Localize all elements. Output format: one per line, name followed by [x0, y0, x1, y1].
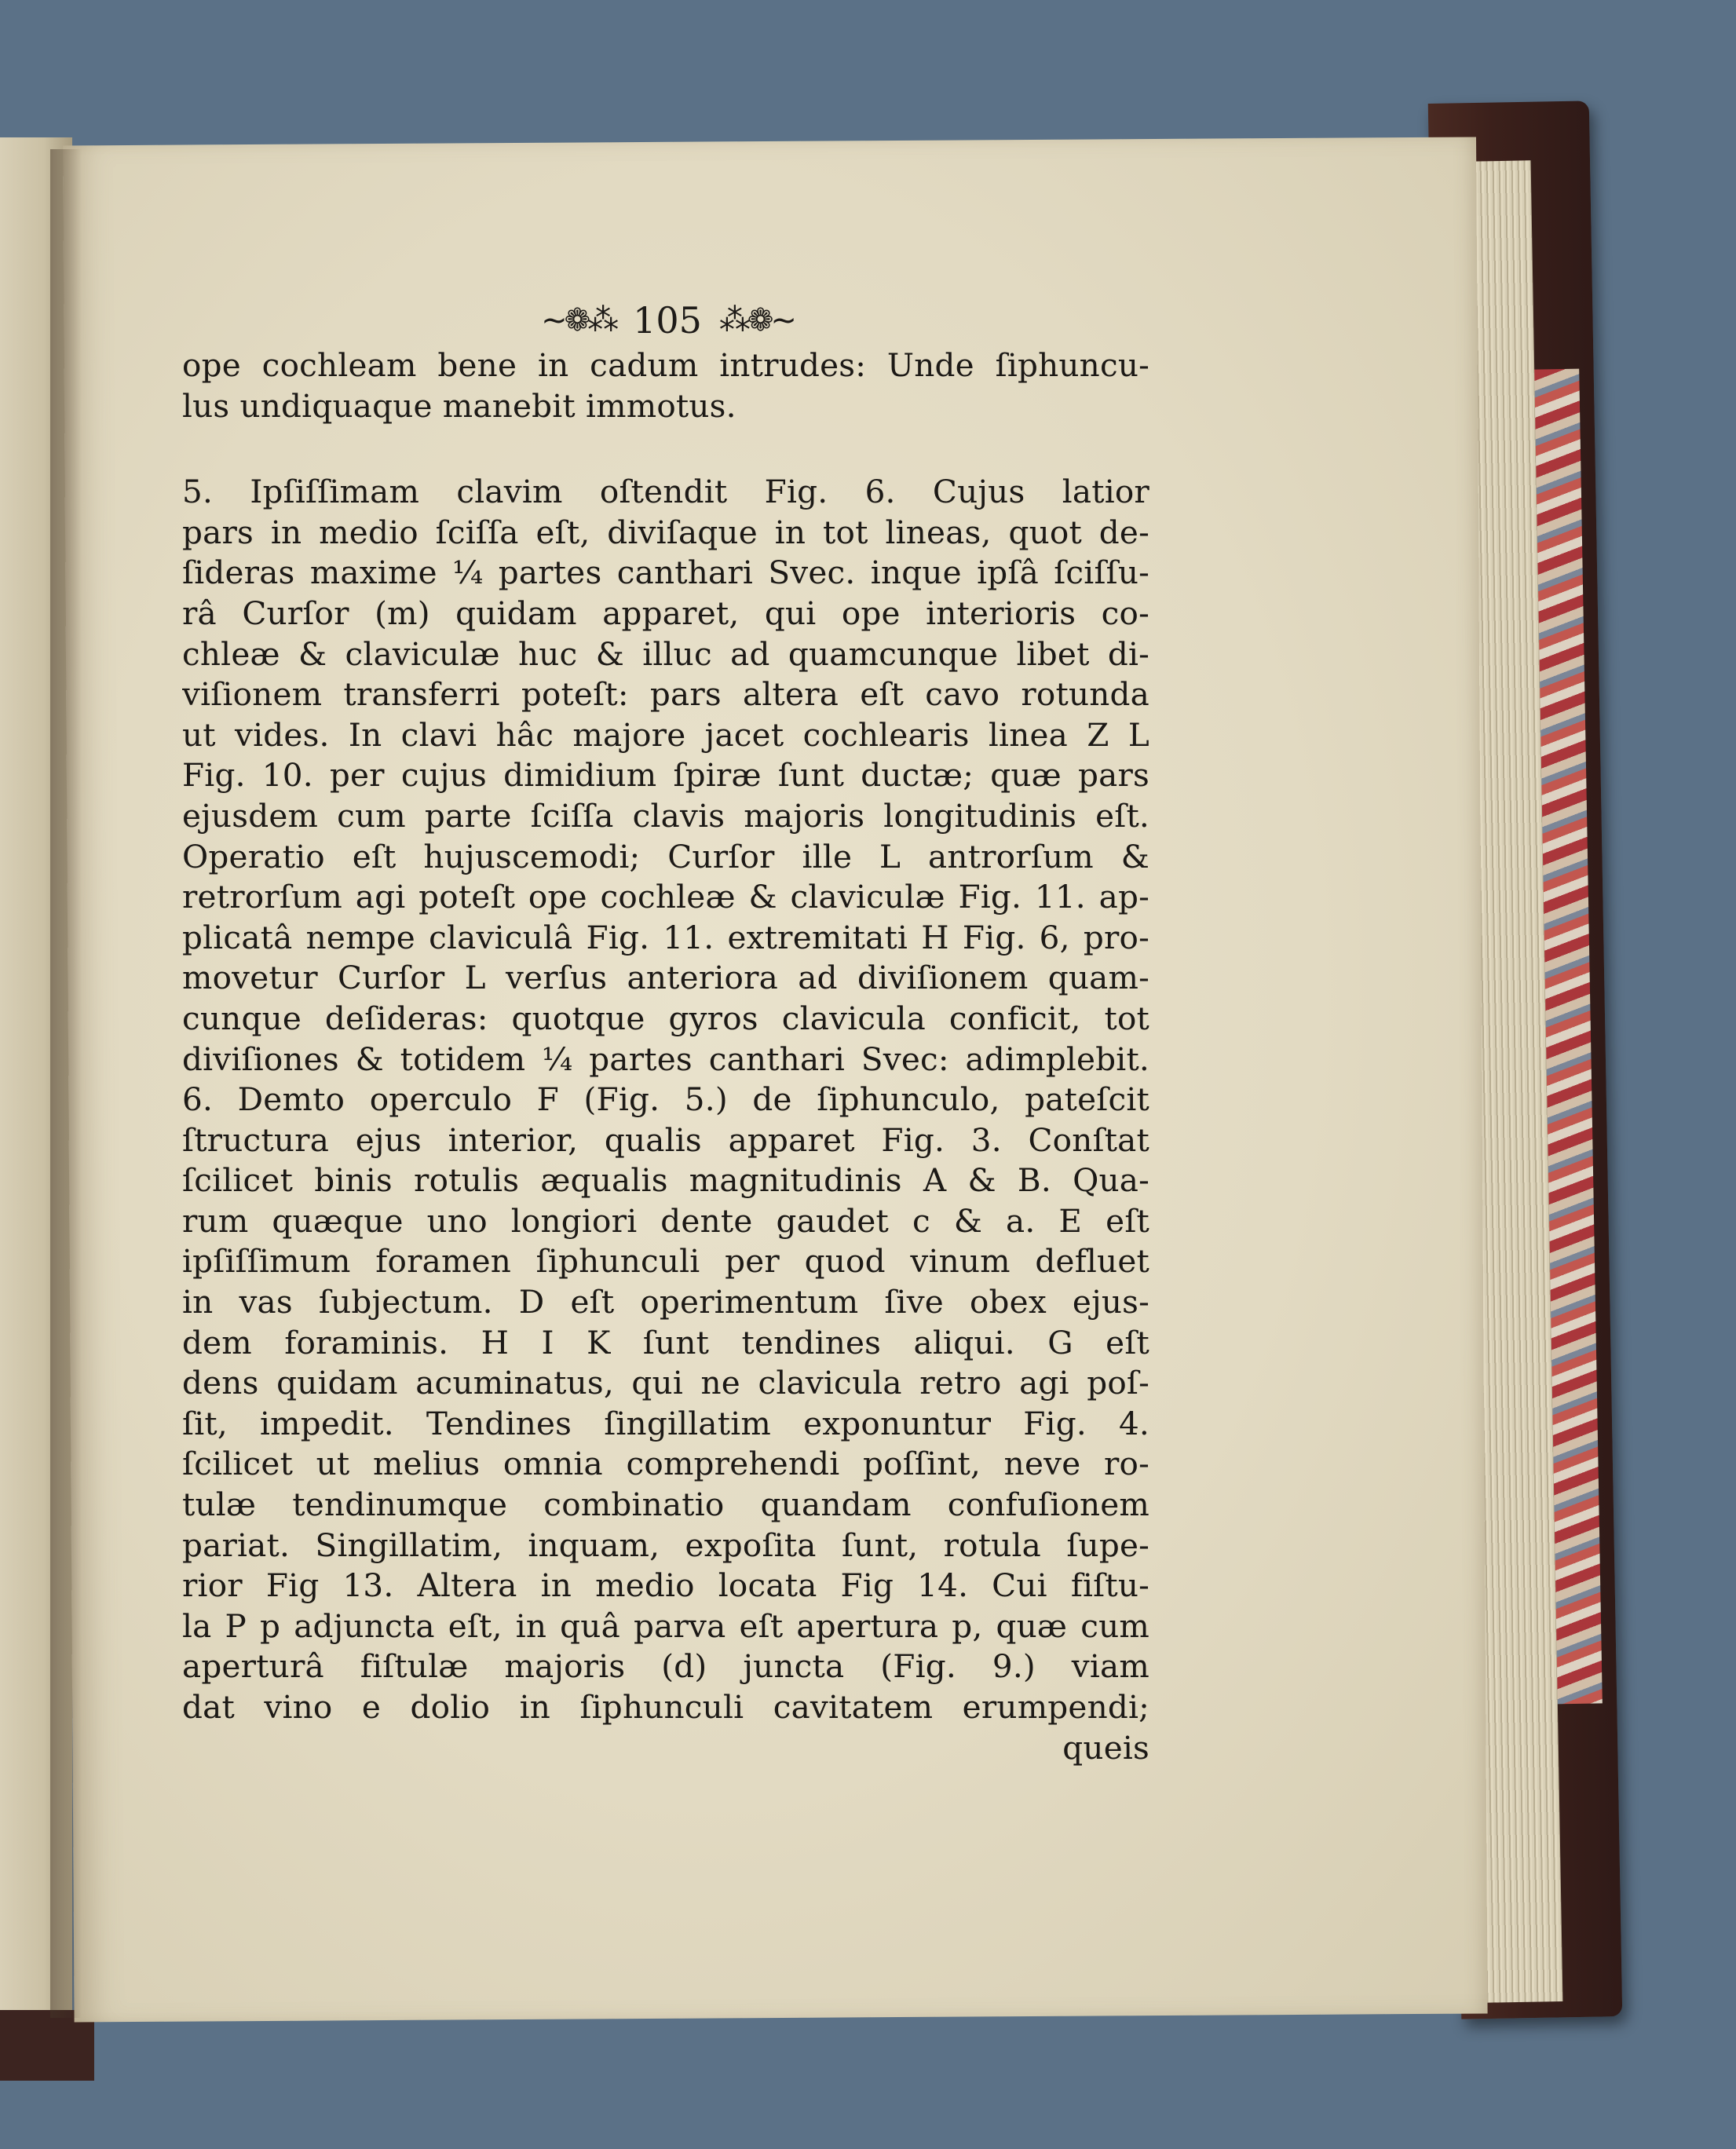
text-line: diviſiones & totidem ¼ partes canthari Svec: adimplebit.	[182, 1040, 1149, 1078]
text-line: râ Curſor (m) quidam apparet, qui ope interioris co-	[182, 594, 1149, 632]
text-line: retrorſum agi poteſt ope cochleæ & claviculæ Fig. 11. ap-	[182, 878, 1149, 916]
left-ornament-icon: ~❁⁂	[541, 302, 616, 338]
text-line: aperturâ fiſtulæ majoris (d) juncta (Fig. 9.) viam	[182, 1647, 1149, 1686]
catchword: queis	[1062, 1728, 1149, 1767]
text-line: 5. Ipſiſſimam clavim oſtendit Fig. 6. Cujus latior	[182, 473, 1149, 511]
text-line: chleæ & claviculæ huc & illuc ad quamcunque libet di-	[182, 634, 1149, 673]
text-line: ope cochleam bene in cadum intrudes: Unde ſiphuncu-	[182, 346, 1149, 384]
text-line: movetur Curſor L verſus anteriora ad diviſionem quam-	[182, 959, 1149, 997]
text-line: Operatio eſt hujuscemodi; Curſor ille L antrorſum &	[182, 837, 1149, 875]
paragraph-gap	[182, 426, 1149, 472]
page-header	[534, 297, 801, 344]
text-line: ejusdem cum parte ſciſſa clavis majoris longitudinis eſt.	[182, 796, 1149, 835]
page-number: 105	[633, 299, 702, 342]
text-line: ſcilicet ut melius omnia comprehendi poſſint, neve ro-	[182, 1445, 1149, 1483]
text-line: dens quidam acuminatus, qui ne clavicula retro agi poſ-	[182, 1364, 1149, 1402]
text-line: ſcilicet binis rotulis æqualis magnitudinis A & B. Qua-	[182, 1161, 1149, 1200]
text-line: pariat. Singillatim, inquam, expoſita ſunt, rotula ſupe-	[182, 1526, 1149, 1564]
text-line: ſit, impedit. Tendines ſingillatim exponuntur Fig. 4.	[182, 1404, 1149, 1442]
text-line: ſtructura ejus interior, qualis apparet Fig. 3. Conſtat	[182, 1120, 1149, 1159]
text-line: dat vino e dolio in ſiphunculi cavitatem erumpendi;	[182, 1688, 1149, 1726]
text-line: in vas ſubjectum. D eſt operimentum ſive obex ejus-	[182, 1283, 1149, 1321]
body-text	[182, 345, 1149, 1768]
text-line: 6. Demto operculo F (Fig. 5.) de ſiphunculo, pateſcit	[182, 1080, 1149, 1119]
text-line: dem foraminis. H I K ſunt tendines aliqui. G eſt	[182, 1323, 1149, 1361]
text-line: plicatâ nempe claviculâ Fig. 11. extremitati H Fig. 6, pro-	[182, 918, 1149, 956]
text-line: la P p adjuncta eſt, in quâ parva eſt apertura p, quæ cum	[182, 1606, 1149, 1645]
text-line: tulæ tendinumque combinatio quandam confuſionem	[182, 1486, 1149, 1524]
text-line: rior Fig 13. Altera in medio locata Fig 14. Cui fiſtu-	[182, 1566, 1149, 1605]
text-line: cunque deſideras: quotque gyros clavicula conficit, tot	[182, 999, 1149, 1037]
page-gutter-shadow	[50, 149, 82, 2018]
text-line: viſionem transferri poteſt: pars altera eſt cavo rotunda	[182, 675, 1149, 714]
text-line: ut vides. In clavi hâc majore jacet cochlearis linea Z L	[182, 715, 1149, 754]
text-line: ſideras maxime ¼ partes canthari Svec. inque ipſâ ſciſſu-	[182, 554, 1149, 592]
text-line: pars in medio ſciſſa eſt, diviſaque in tot lineas, quot de-	[182, 513, 1149, 551]
text-line: rum quæque uno longiori dente gaudet c & a. E eſt	[182, 1201, 1149, 1240]
text-line: ipſiſſimum foramen ſiphunculi per quod vinum defluet	[182, 1242, 1149, 1281]
right-ornament-icon: ⁂❁~	[718, 302, 794, 338]
text-line: Fig. 10. per cujus dimidium ſpiræ ſunt ductæ; quæ pars	[182, 756, 1149, 795]
text-line: lus undiquaque manebit immotus.	[182, 386, 736, 425]
